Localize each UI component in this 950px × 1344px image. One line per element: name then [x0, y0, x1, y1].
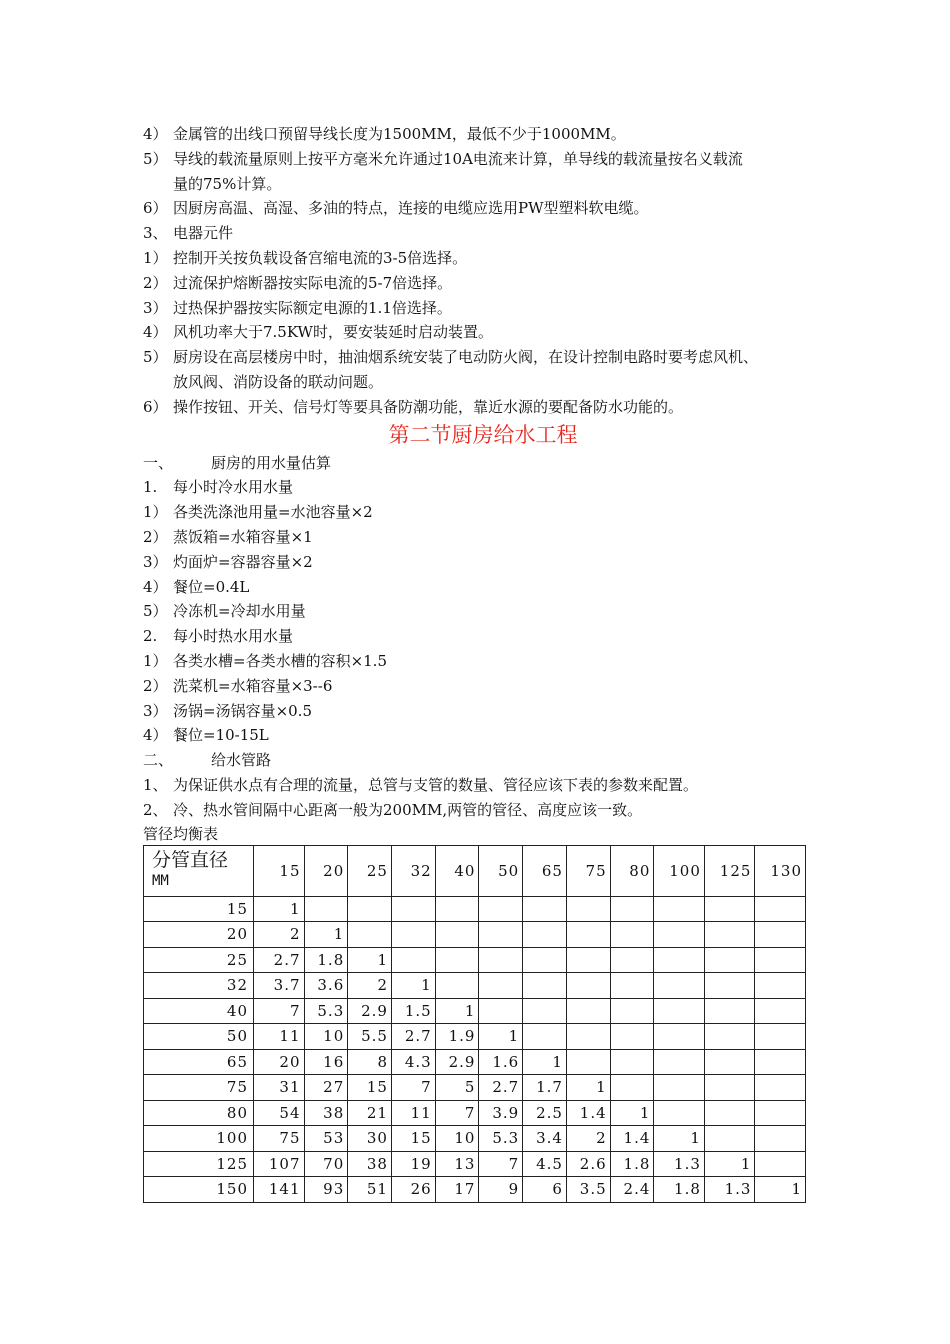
section-heading: 第二节厨房给水工程	[388, 422, 578, 447]
table-cell: 1.5	[391, 998, 435, 1024]
row-header: 65	[144, 1049, 254, 1075]
list-item-text: 给水管路	[211, 751, 272, 770]
table-cell: 16	[304, 1049, 348, 1075]
table-cell	[479, 998, 523, 1024]
document-page	[143, 122, 823, 1203]
row-header: 25	[144, 947, 254, 973]
list-item-number: 2）	[143, 676, 168, 695]
table-cell	[704, 947, 755, 973]
table-cell: 6	[523, 1177, 567, 1203]
table-body	[144, 896, 806, 1202]
corner-unit: MM	[152, 872, 169, 889]
table-cell: 17	[435, 1177, 479, 1203]
table-cell	[391, 922, 435, 948]
table-cell: 2	[566, 1126, 610, 1152]
table-corner-header	[144, 845, 254, 896]
table-cell	[391, 896, 435, 922]
table-row	[144, 1177, 806, 1203]
column-header: 40	[435, 845, 479, 896]
list-item-number: 1）	[143, 503, 168, 522]
table-cell	[755, 1024, 806, 1050]
table-cell	[435, 896, 479, 922]
list-item-number: 4）	[143, 323, 168, 342]
column-header: 75	[566, 845, 610, 896]
list-item	[143, 320, 823, 345]
list-item-number: 4）	[143, 726, 168, 745]
table-cell	[704, 896, 755, 922]
list-item-number: 5）	[143, 602, 168, 621]
table-cell	[348, 896, 392, 922]
list-item-number: 4）	[143, 577, 168, 596]
table-cell: 1	[566, 1075, 610, 1101]
row-header: 20	[144, 922, 254, 948]
table-cell: 70	[304, 1151, 348, 1177]
list-item-text: 各类洗涤池用量=水池容量×2	[173, 503, 373, 522]
column-header: 20	[304, 845, 348, 896]
list-item-text: 洗菜机=水箱容量×3--6	[173, 676, 333, 695]
table-cell	[610, 922, 654, 948]
list-item	[143, 147, 823, 172]
list-item-number: 4）	[143, 125, 168, 143]
table-cell: 13	[435, 1151, 479, 1177]
table-cell: 2.4	[610, 1177, 654, 1203]
table-cell	[610, 1024, 654, 1050]
table-cell	[523, 947, 567, 973]
list-item-number: 二、	[143, 751, 174, 770]
table-row	[144, 1075, 806, 1101]
table-cell: 11	[254, 1024, 305, 1050]
table-row	[144, 1049, 806, 1075]
list-item	[143, 246, 823, 271]
table-cell	[566, 998, 610, 1024]
table-cell	[654, 947, 705, 973]
list-item-number: 一、	[143, 453, 174, 472]
table-cell: 93	[304, 1177, 348, 1203]
table-header-row	[144, 845, 806, 896]
table-cell: 2.5	[523, 1100, 567, 1126]
table-cell: 1.4	[610, 1126, 654, 1152]
table-cell	[435, 973, 479, 999]
table-cell	[755, 1100, 806, 1126]
table-cell: 27	[304, 1075, 348, 1101]
table-cell: 1	[391, 973, 435, 999]
table-cell: 2.7	[391, 1024, 435, 1050]
table-cell	[654, 973, 705, 999]
table-cell	[566, 1049, 610, 1075]
table-cell	[523, 896, 567, 922]
water-supply-list	[143, 451, 823, 823]
table-cell: 38	[348, 1151, 392, 1177]
pipe-balance-table	[143, 845, 806, 1203]
table-cell	[523, 1024, 567, 1050]
list-item	[143, 196, 823, 221]
table-cell	[755, 922, 806, 948]
table-cell: 1	[435, 998, 479, 1024]
table-cell: 31	[254, 1075, 305, 1101]
table-cell: 21	[348, 1100, 392, 1126]
table-cell: 2	[348, 973, 392, 999]
table-cell	[704, 1126, 755, 1152]
table-cell	[610, 1075, 654, 1101]
row-header: 125	[144, 1151, 254, 1177]
table-cell: 7	[391, 1075, 435, 1101]
table-cell	[610, 1049, 654, 1075]
list-item-text: 冷、热水管间隔中心距离一般为200MM,两管的管径、高度应该一致。	[173, 800, 643, 819]
table-cell: 10	[304, 1024, 348, 1050]
table-cell: 2.7	[479, 1075, 523, 1101]
list-item-text: 因厨房高温、高湿、多油的特点，连接的电缆应选用PW型塑料软电缆。	[173, 199, 649, 218]
list-item-text: 操作按钮、开关、信号灯等要具备防潮功能，靠近水源的要配备防水功能的。	[173, 397, 684, 416]
table-cell	[755, 1151, 806, 1177]
list-item	[143, 500, 823, 525]
table-cell	[523, 998, 567, 1024]
list-item-text: 厨房的用水量估算	[211, 453, 332, 472]
table-cell: 2.7	[254, 947, 305, 973]
list-item	[143, 624, 823, 649]
list-item-text: 过流保护熔断器按实际电流的5-7倍选择。	[173, 273, 453, 292]
table-cell	[566, 896, 610, 922]
list-item	[143, 122, 823, 147]
table-cell: 11	[391, 1100, 435, 1126]
list-item	[143, 172, 823, 197]
list-item-text: 餐位=10-15L	[173, 726, 269, 745]
list-item	[143, 649, 823, 674]
table-cell: 1	[704, 1151, 755, 1177]
table-cell: 51	[348, 1177, 392, 1203]
column-header: 125	[704, 845, 755, 896]
row-header: 80	[144, 1100, 254, 1126]
list-item-number: 5）	[143, 149, 168, 168]
column-header: 65	[523, 845, 567, 896]
table-caption: 管径均衡表	[143, 824, 219, 843]
table-cell: 53	[304, 1126, 348, 1152]
table-cell: 4.3	[391, 1049, 435, 1075]
list-item	[143, 296, 823, 321]
list-item-number: 1）	[143, 248, 168, 267]
table-cell: 1.8	[654, 1177, 705, 1203]
list-item	[143, 550, 823, 575]
list-item-text: 灼面炉=容器容量×2	[173, 552, 313, 571]
table-cell: 1.8	[304, 947, 348, 973]
table-cell	[610, 973, 654, 999]
list-item-text: 汤锅=汤锅容量×0.5	[173, 701, 312, 720]
table-cell	[654, 998, 705, 1024]
list-item-number: 1、	[143, 775, 168, 794]
table-cell: 1.3	[704, 1177, 755, 1203]
table-cell: 1.3	[654, 1151, 705, 1177]
list-item	[143, 599, 823, 624]
table-cell: 15	[348, 1075, 392, 1101]
table-cell	[755, 998, 806, 1024]
corner-label: 分管直径	[152, 848, 229, 871]
table-row	[144, 1151, 806, 1177]
table-cell: 3.4	[523, 1126, 567, 1152]
table-cell	[704, 922, 755, 948]
list-item	[143, 773, 823, 798]
list-item-text: 风机功率大于7.5KW时，要安装延时启动装置。	[173, 323, 493, 342]
list-item-number: 1）	[143, 651, 168, 670]
list-item	[143, 674, 823, 699]
list-item-text: 过热保护器按实际额定电源的1.1倍选择。	[173, 298, 452, 317]
table-cell	[654, 1075, 705, 1101]
electrical-list	[143, 122, 823, 420]
list-item	[143, 345, 823, 370]
table-cell: 1	[304, 922, 348, 948]
table-cell: 8	[348, 1049, 392, 1075]
table-cell	[704, 1075, 755, 1101]
list-item	[143, 525, 823, 550]
table-cell: 5.3	[304, 998, 348, 1024]
list-item-text: 为保证供水点有合理的流量，总管与支管的数量、管径应该下表的参数来配置。	[173, 775, 699, 794]
list-item-number: 2）	[143, 527, 168, 546]
table-cell: 5.5	[348, 1024, 392, 1050]
table-cell	[479, 922, 523, 948]
table-cell: 7	[254, 998, 305, 1024]
table-row	[144, 1024, 806, 1050]
list-item-number: 1.	[143, 478, 158, 497]
table-cell	[654, 1100, 705, 1126]
table-cell	[566, 947, 610, 973]
table-row	[144, 973, 806, 999]
table-cell: 54	[254, 1100, 305, 1126]
list-item	[143, 475, 823, 500]
table-row	[144, 1100, 806, 1126]
table-cell	[755, 1075, 806, 1101]
list-item	[143, 451, 823, 476]
table-cell: 7	[435, 1100, 479, 1126]
table-cell: 1.8	[610, 1151, 654, 1177]
table-cell	[610, 998, 654, 1024]
list-item	[143, 798, 823, 823]
list-item-text: 导线的载流量原则上按平方毫米允许通过10A电流来计算，单导线的载流量按名义载流	[173, 149, 743, 168]
list-item-number: 2、	[143, 800, 168, 819]
table-cell	[391, 947, 435, 973]
list-item-number: 5）	[143, 348, 168, 367]
list-item-number: 3、	[143, 224, 168, 243]
table-cell: 20	[254, 1049, 305, 1075]
table-cell	[654, 896, 705, 922]
row-header: 100	[144, 1126, 254, 1152]
table-cell: 5	[435, 1075, 479, 1101]
list-item-number: 2）	[143, 273, 168, 292]
table-cell: 1	[523, 1049, 567, 1075]
row-header: 75	[144, 1075, 254, 1101]
table-cell: 1.7	[523, 1075, 567, 1101]
table-cell: 1	[654, 1126, 705, 1152]
table-cell	[704, 998, 755, 1024]
list-item-text: 餐位=0.4L	[173, 577, 250, 596]
table-cell	[566, 1024, 610, 1050]
table-row	[144, 896, 806, 922]
column-header: 80	[610, 845, 654, 896]
column-header: 25	[348, 845, 392, 896]
table-cell: 3.7	[254, 973, 305, 999]
list-item	[143, 221, 823, 246]
list-item	[143, 370, 823, 395]
table-row	[144, 1126, 806, 1152]
list-item	[143, 699, 823, 724]
column-header: 32	[391, 845, 435, 896]
table-cell	[523, 973, 567, 999]
list-item-number: 3）	[143, 552, 168, 571]
list-item	[143, 575, 823, 600]
table-cell	[479, 896, 523, 922]
list-item-text: 各类水槽=各类水槽的容积×1.5	[173, 651, 387, 670]
table-cell	[479, 973, 523, 999]
table-cell: 5.3	[479, 1126, 523, 1152]
table-cell: 10	[435, 1126, 479, 1152]
table-cell: 4.5	[523, 1151, 567, 1177]
table-cell: 2.6	[566, 1151, 610, 1177]
table-cell: 30	[348, 1126, 392, 1152]
table-row	[144, 922, 806, 948]
row-header: 50	[144, 1024, 254, 1050]
table-cell	[348, 922, 392, 948]
row-header: 32	[144, 973, 254, 999]
table-cell: 38	[304, 1100, 348, 1126]
column-header: 130	[755, 845, 806, 896]
table-cell	[654, 1049, 705, 1075]
table-cell	[704, 973, 755, 999]
table-cell	[479, 947, 523, 973]
table-cell	[654, 1024, 705, 1050]
table-cell: 1	[348, 947, 392, 973]
table-cell: 3.5	[566, 1177, 610, 1203]
table-cell	[755, 973, 806, 999]
table-cell: 75	[254, 1126, 305, 1152]
table-cell	[610, 896, 654, 922]
list-item-text: 每小时热水用水量	[173, 627, 294, 646]
table-row	[144, 998, 806, 1024]
table-cell	[654, 922, 705, 948]
list-item-text: 冷冻机=冷却水用量	[173, 602, 306, 621]
table-cell: 7	[479, 1151, 523, 1177]
list-item-number: 6）	[143, 199, 168, 218]
list-item	[143, 748, 823, 773]
table-cell: 1	[755, 1177, 806, 1203]
row-header: 15	[144, 896, 254, 922]
list-item-text: 放风阀、消防设备的联动问题。	[173, 372, 384, 391]
list-item	[143, 395, 823, 420]
table-cell	[566, 973, 610, 999]
table-cell: 2.9	[348, 998, 392, 1024]
table-cell: 15	[391, 1126, 435, 1152]
table-cell	[704, 1049, 755, 1075]
list-item-text: 金属管的出线口预留导线长度为1500MM，最低不少于1000MM。	[173, 125, 626, 143]
list-item	[143, 271, 823, 296]
list-item-number: 2.	[143, 627, 158, 646]
column-header: 15	[254, 845, 305, 896]
table-cell: 107	[254, 1151, 305, 1177]
column-header: 100	[654, 845, 705, 896]
table-cell	[755, 947, 806, 973]
table-cell: 1	[610, 1100, 654, 1126]
list-item-number: 6）	[143, 397, 168, 416]
table-cell	[304, 896, 348, 922]
table-cell: 1	[479, 1024, 523, 1050]
table-cell: 3.6	[304, 973, 348, 999]
table-row	[144, 947, 806, 973]
table-cell: 2	[254, 922, 305, 948]
table-cell	[755, 896, 806, 922]
table-cell: 1.9	[435, 1024, 479, 1050]
table-cell: 141	[254, 1177, 305, 1203]
table-cell	[610, 947, 654, 973]
list-item-text: 电器元件	[173, 224, 234, 243]
list-item-number: 3）	[143, 701, 168, 720]
list-item-text: 量的75%计算。	[173, 174, 282, 193]
row-header: 150	[144, 1177, 254, 1203]
row-header: 40	[144, 998, 254, 1024]
table-cell: 19	[391, 1151, 435, 1177]
list-item-number: 3）	[143, 298, 168, 317]
table-cell	[755, 1126, 806, 1152]
table-cell: 9	[479, 1177, 523, 1203]
table-cell	[704, 1024, 755, 1050]
table-cell: 2.9	[435, 1049, 479, 1075]
list-item-text: 控制开关按负载设备宫缩电流的3-5倍选择。	[173, 248, 468, 267]
table-cell	[755, 1049, 806, 1075]
table-cell: 26	[391, 1177, 435, 1203]
column-header: 50	[479, 845, 523, 896]
table-cell: 1	[254, 896, 305, 922]
table-cell	[704, 1100, 755, 1126]
list-item	[143, 723, 823, 748]
table-cell: 1.6	[479, 1049, 523, 1075]
table-cell	[566, 922, 610, 948]
table-cell	[523, 922, 567, 948]
list-item-text: 每小时冷水用水量	[173, 478, 294, 497]
table-cell	[435, 922, 479, 948]
table-cell: 1.4	[566, 1100, 610, 1126]
list-item-text: 厨房设在高层楼房中时，抽油烟系统安装了电动防火阀，在设计控制电路时要考虑风机、	[173, 348, 759, 367]
list-item-text: 蒸饭箱=水箱容量×1	[173, 527, 313, 546]
table-cell: 3.9	[479, 1100, 523, 1126]
table-cell	[435, 947, 479, 973]
